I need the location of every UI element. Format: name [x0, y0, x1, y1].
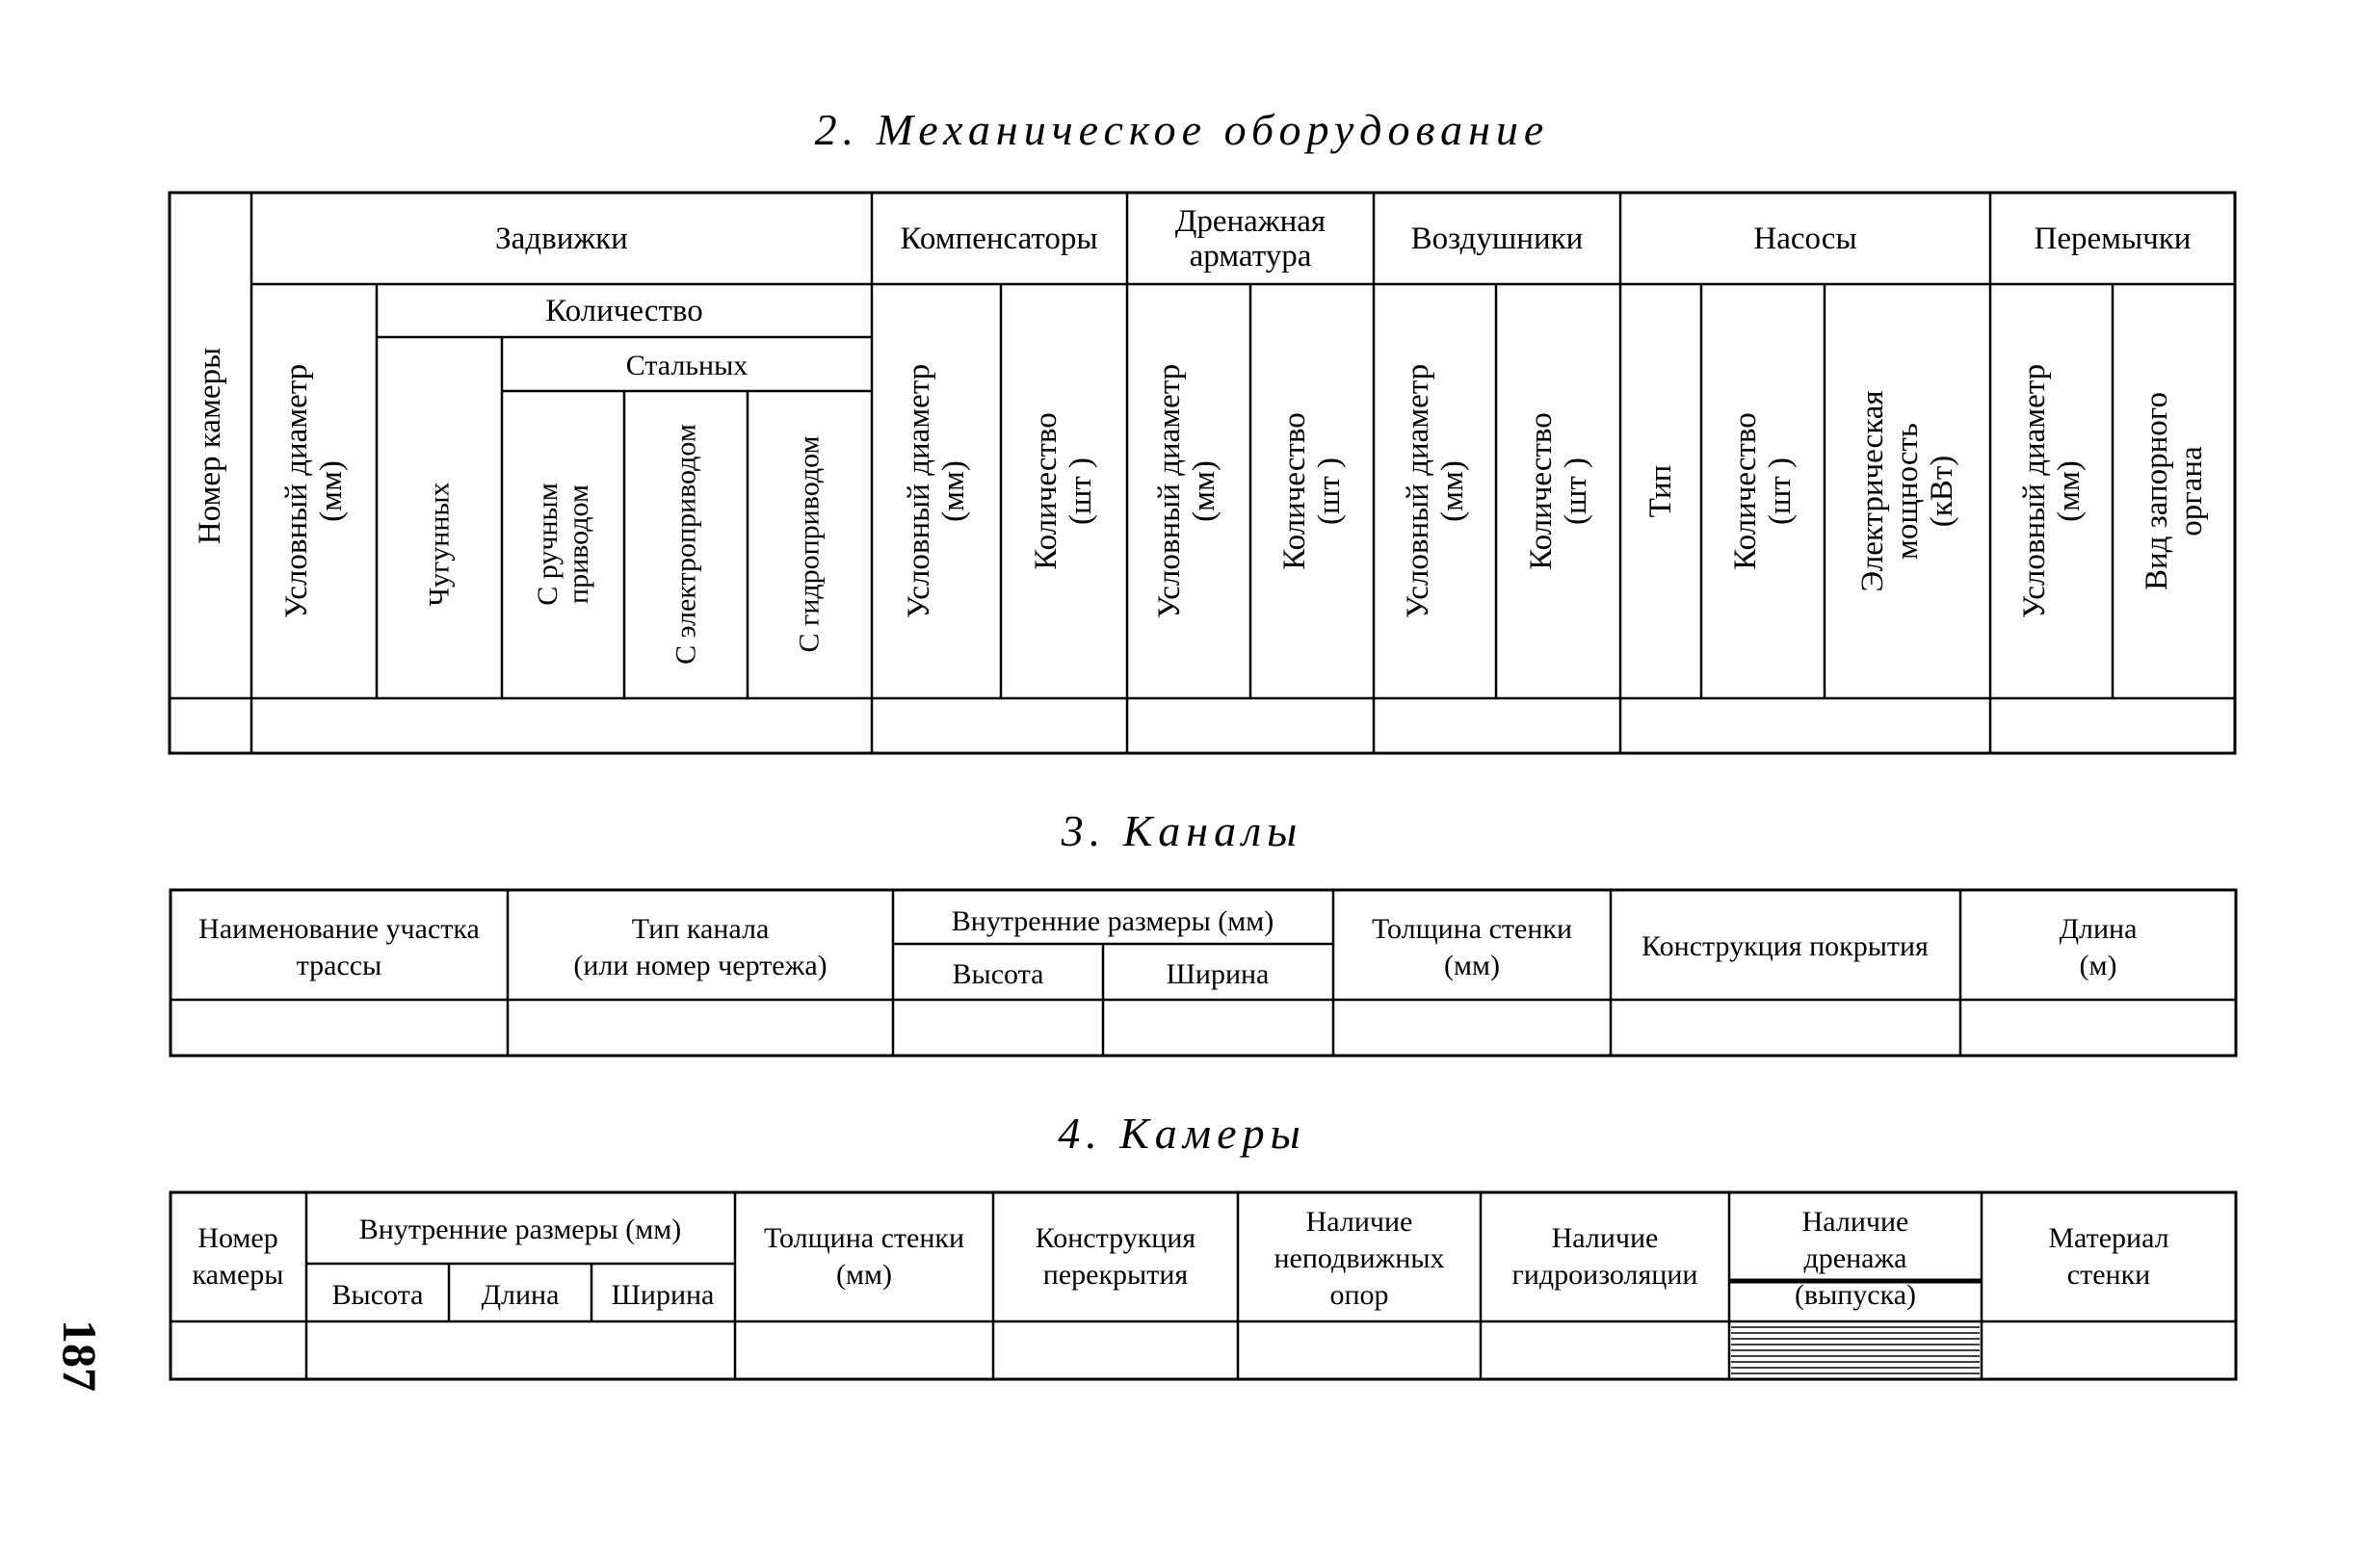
- valve-manual-label: С ручнымприводом: [532, 483, 594, 606]
- cam-length-header: Длина: [481, 1279, 560, 1311]
- cam-wall-header: Толщина стенки (мм): [763, 1222, 965, 1291]
- valve-hydro-label: С гидроприводом: [793, 435, 826, 653]
- cam-width-header: Ширина: [611, 1279, 715, 1311]
- ch-inner-header: Внутренние размеры (мм): [951, 905, 1274, 937]
- ch-height-header: Высота: [952, 958, 1044, 990]
- mech-title: 2. Механическое оборудование: [814, 105, 1550, 154]
- grp-drain-label-1: Дренажная: [1174, 204, 1326, 239]
- ch-cover-header: Конструкция покрытия: [1642, 930, 1929, 962]
- drain-diameter-label: Условный диаметр(мм): [1152, 363, 1221, 619]
- ch-length-header: Длина (м): [2059, 913, 2138, 981]
- cam-number-header: Номер камеры: [192, 1222, 284, 1291]
- comp-qty-label: Количество(шт ): [1029, 412, 1098, 570]
- chambers-title: 4. Камеры: [1058, 1109, 1306, 1158]
- cam-height-header: Высота: [331, 1279, 424, 1311]
- comp-diameter-label: Условный диаметр(мм): [902, 363, 971, 619]
- grp-vents-label: Воздушники: [1410, 222, 1584, 256]
- grp-valves-label: Задвижки: [495, 222, 628, 256]
- sub-quantity-label: Количество: [545, 294, 703, 328]
- ch-wall-header: Толщина стенки (мм): [1371, 913, 1573, 981]
- drain-qty-label: Количество(шт ): [1277, 412, 1347, 570]
- grp-pumps-label: Насосы: [1753, 222, 1857, 256]
- cam-waterproof-header: Наличие гидроизоляции: [1511, 1222, 1698, 1291]
- grp-drain-label-2: арматура: [1189, 239, 1312, 274]
- valve-diameter-label: Условный диаметр(мм): [279, 363, 349, 619]
- cam-supports-header: Наличие неподвижных опор: [1274, 1206, 1445, 1311]
- valve-cast-label: Чугунных: [423, 482, 456, 607]
- cam-inner-header: Внутренние размеры (мм): [358, 1214, 682, 1245]
- col-camera-number: Номер камеры: [193, 347, 227, 545]
- pump-qty-label: Количество(шт ): [1728, 412, 1798, 570]
- ch-type-header: Тип канала (или номер чертежа): [573, 913, 827, 981]
- jumper-kind-label: Вид запорногооргана: [2140, 392, 2209, 590]
- page-number: 187: [53, 1320, 107, 1392]
- vent-diameter-label: Условный диаметр(мм): [1401, 363, 1470, 619]
- ch-section-header: Наименование участка трассы: [198, 913, 480, 981]
- pump-type-label: Тип: [1643, 464, 1678, 518]
- grp-compensators-label: Компенсаторы: [900, 222, 1098, 256]
- jumper-diameter-label: Условный диаметр(мм): [2017, 363, 2087, 619]
- drainage-hatch: [1731, 1327, 1980, 1373]
- sub-steel-label: Стальных: [625, 350, 749, 381]
- cam-drainage-header: Наличие дренажа (выпуска): [1794, 1206, 1917, 1311]
- grp-jumpers-label: Перемычки: [2034, 222, 2192, 256]
- ch-width-header: Ширина: [1166, 958, 1270, 990]
- cam-material-header: Материал стенки: [2048, 1222, 2169, 1291]
- cam-cover-header: Конструкция перекрытия: [1035, 1222, 1196, 1291]
- valve-electric-label: С электроприводом: [670, 424, 702, 665]
- vent-qty-label: Количество(шт ): [1524, 412, 1593, 570]
- channels-title: 3. Каналы: [1061, 806, 1303, 855]
- pump-power-label: Электрическаямощность(кВт): [1855, 390, 1959, 592]
